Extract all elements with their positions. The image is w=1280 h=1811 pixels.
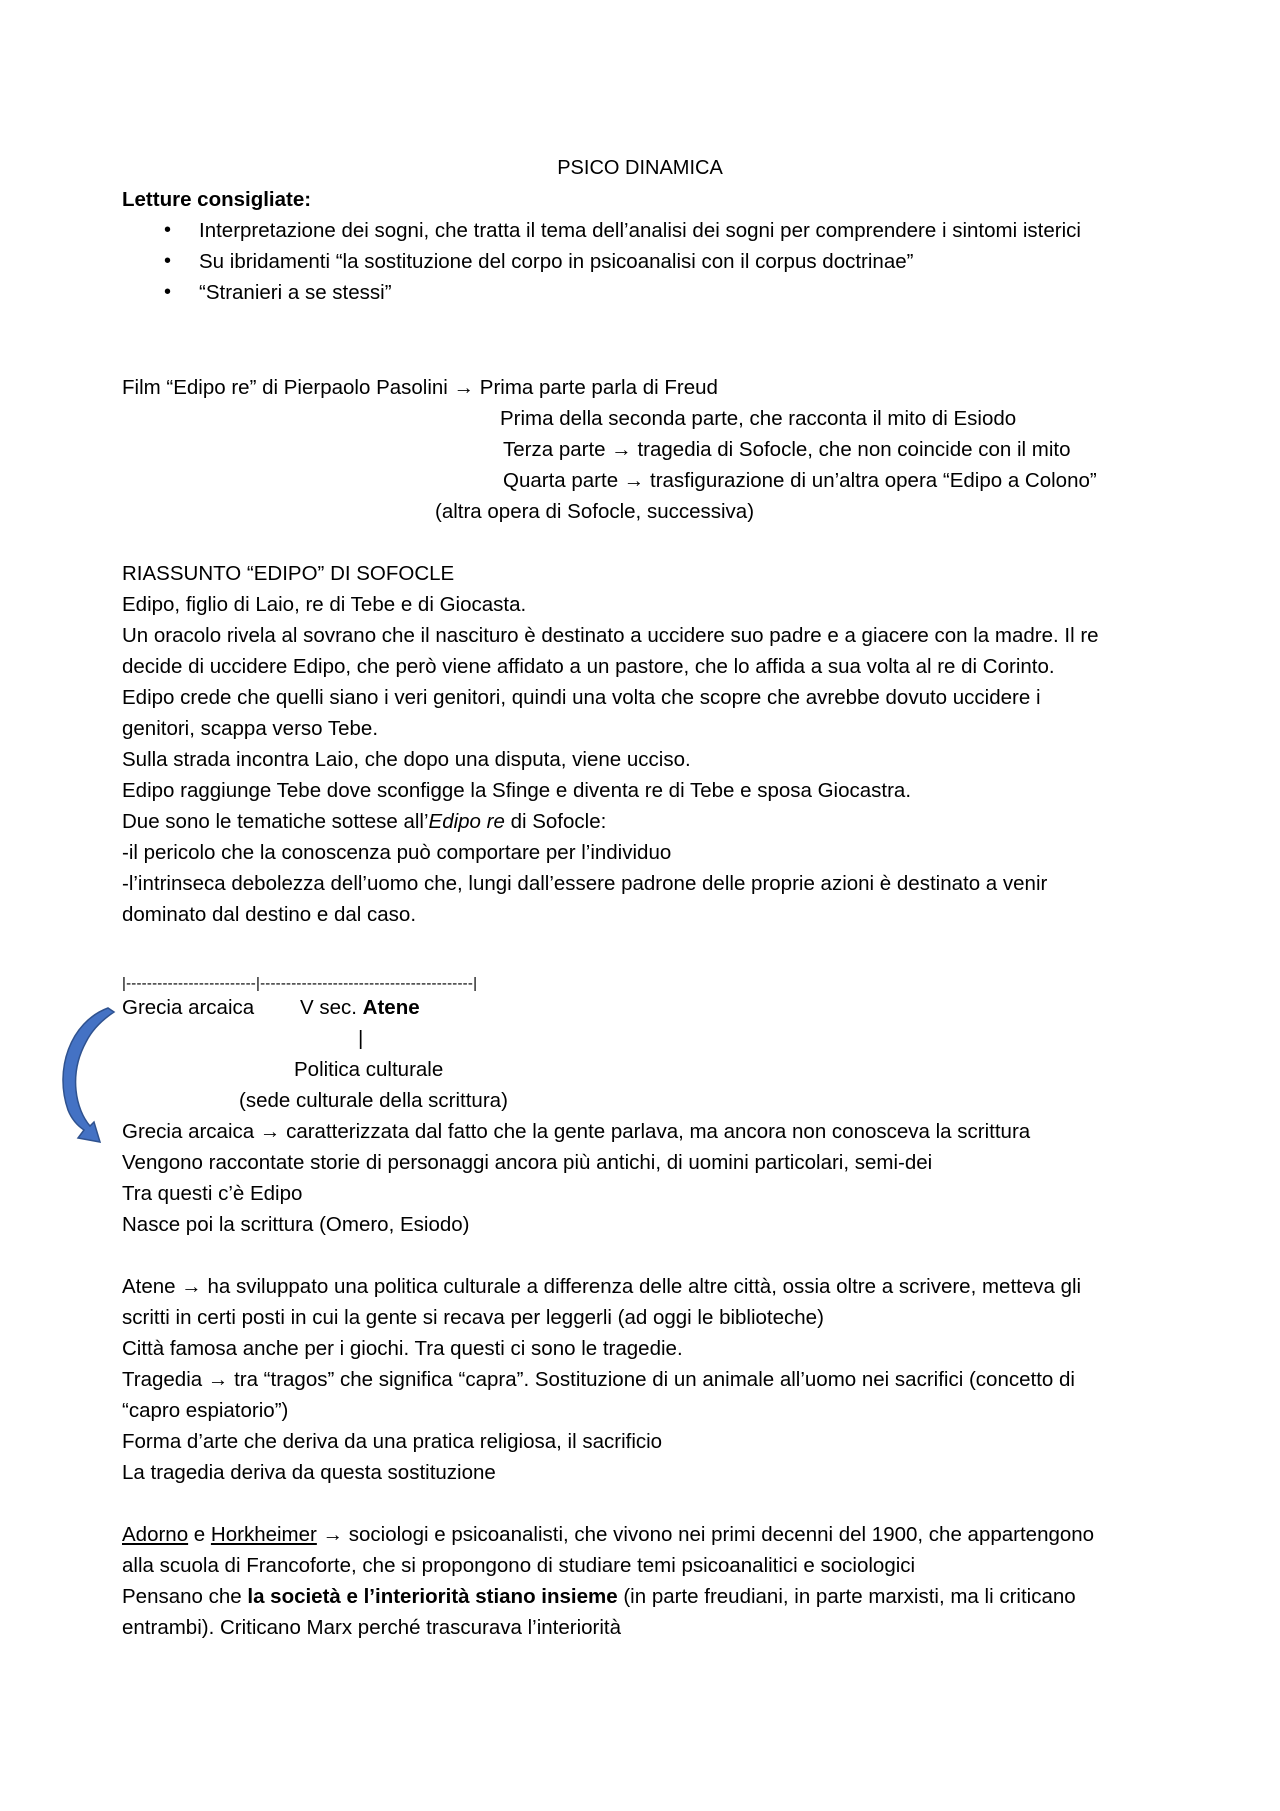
summary-line: Sulla strada incontra Laio, che dopo una disputa, viene ucciso. (122, 748, 691, 771)
arrow-icon: → (322, 1523, 344, 1546)
arrow-icon: → (623, 469, 645, 492)
reading-item: Su ibridamenti “la sostituzione del corpo in psicoanalisi con il corpus doctrinae” (199, 250, 914, 273)
atene-line: La tragedia deriva da questa sostituzione (122, 1461, 496, 1484)
summary-line: Edipo raggiunge Tebe dove sconfigge la Sfinge e diventa re di Tebe e sposa Giocastra. (122, 779, 912, 802)
adorno-key-thesis: la società e l’interiorità stiano insieme (247, 1585, 618, 1608)
film-part-4-label: Quarta parte (503, 469, 619, 492)
film-line-1 (122, 372, 718, 403)
adorno-text: Pensano che (122, 1585, 248, 1608)
page-title: PSICO DINAMICA (557, 157, 723, 179)
film-part-3-text: tragedia di Sofocle, che non coincide con il mito (637, 438, 1071, 461)
adorno-line: entrambi). Criticano Marx perché trascurava l’interiorità (122, 1616, 622, 1639)
film-intro: Film “Edipo re” di Pierpaolo Pasolini (122, 376, 448, 399)
readings-heading: Letture consigliate: (122, 188, 312, 211)
adorno-line: alla scuola di Francoforte, che si propongono di studiare temi psicoanalitici e sociologici (122, 1554, 916, 1577)
atene-line: Città famosa anche per i giochi. Tra questi ci sono le tragedie. (122, 1337, 683, 1360)
bullet-glyph: • (164, 281, 172, 303)
bullet-glyph: • (164, 250, 172, 272)
atene-text: ha sviluppato una politica culturale a differenza delle altre città, ossia oltre a scrivere, metteva gli (207, 1275, 1082, 1298)
timeline-grecia: Grecia arcaica (122, 996, 255, 1019)
film-part-1: Prima parte parla di Freud (479, 376, 718, 399)
adorno-text: (in parte freudiani, in parte marxisti, ma li criticano (617, 1585, 1076, 1608)
grecia-line-1 (122, 1116, 1030, 1147)
author-adorno: Adorno (122, 1523, 189, 1546)
film-note: (altra opera di Sofocle, successiva) (435, 500, 755, 523)
film-part-3-label: Terza parte (503, 438, 606, 461)
summary-line: -il pericolo che la conoscenza può comportare per l’individuo (122, 841, 672, 864)
atene-line-1 (122, 1271, 1081, 1302)
summary-line: -l’intrinseca debolezza dell’uomo che, lungi dall’essere padrone delle proprie azioni è destinato a venir (122, 872, 1048, 895)
timeline-vsec-line (300, 992, 420, 1023)
curved-arrow-icon (50, 1000, 120, 1150)
summary-line: genitori, scappa verso Tebe. (122, 717, 379, 740)
arrow-icon: → (207, 1368, 229, 1391)
grecia-line: Nasce poi la scrittura (Omero, Esiodo) (122, 1213, 470, 1236)
summary-heading: RIASSUNTO “EDIPO” DI SOFOCLE (122, 562, 455, 585)
atene-label: Atene (122, 1275, 176, 1298)
summary-line: Edipo, figlio di Laio, re di Tebe e di Giocasta. (122, 593, 527, 616)
adorno-line-3 (122, 1581, 1076, 1612)
conjunction: e (188, 1523, 211, 1546)
summary-line: dominato dal destino e dal caso. (122, 903, 417, 926)
reading-item: Interpretazione dei sogni, che tratta il tema dell’analisi dei sogni per comprendere i sintomi isterici (199, 219, 1081, 242)
summary-text: Due sono le tematiche sottese all’ (122, 810, 429, 833)
film-line-3 (503, 434, 1071, 465)
atene-line-tragedia (122, 1364, 1075, 1395)
film-part-4-text: trasfigurazione di un’altra opera “Edipo a Colono” (650, 469, 1097, 492)
summary-line: decide di uccidere Edipo, che però viene affidato a un pastore, che lo affida a sua volta al re di Corinto. (122, 655, 1055, 678)
summary-text: di Sofocle: (504, 810, 607, 833)
atene-line: “capro espiatorio”) (122, 1399, 289, 1422)
arrow-icon: → (181, 1275, 202, 1298)
atene-line: Forma d’arte che deriva da una pratica religiosa, il sacrificio (122, 1430, 663, 1453)
adorno-line-1 (122, 1519, 1094, 1550)
timeline-atene: Atene (362, 996, 420, 1019)
timeline-bar: |-------------------------|-----------------------------------------| (122, 975, 478, 992)
summary-line-themes (122, 806, 606, 837)
arrow-icon: → (453, 376, 475, 399)
author-horkheimer: Horkheimer (210, 1523, 317, 1546)
arrow-icon: → (611, 438, 632, 461)
timeline-politica: Politica culturale (294, 1058, 444, 1081)
bullet-glyph: • (164, 219, 172, 241)
arrow-icon: → (259, 1120, 281, 1143)
grecia-line: Tra questi c’è Edipo (122, 1182, 303, 1205)
atene-text: tra “tragos” che significa “capra”. Sostituzione di un animale all’uomo nei sacrifici (concetto di (234, 1368, 1075, 1391)
summary-line: Edipo crede che quelli siano i veri genitori, quindi una volta che scopre che avrebbe dovuto uccidere i (122, 686, 1041, 709)
timeline-vsec: V sec. (300, 996, 357, 1019)
atene-line: scritti in certi posti in cui la gente si recava per leggerli (ad oggi le biblioteche) (122, 1306, 824, 1329)
timeline-pipe: | (358, 1027, 364, 1050)
timeline-sede: (sede culturale della scrittura) (239, 1089, 508, 1112)
reading-item: “Stranieri a se stessi” (199, 281, 392, 304)
film-part-2: Prima della seconda parte, che racconta il mito di Esiodo (500, 407, 1017, 430)
grecia-text: caratterizzata dal fatto che la gente parlava, ma ancora non conosceva la scrittura (286, 1120, 1031, 1143)
film-line-4 (503, 465, 1097, 496)
adorno-text: sociologi e psicoanalisti, che vivono nei primi decenni del 1900, che appartengono (348, 1523, 1095, 1546)
tragedia-label: Tragedia (122, 1368, 203, 1391)
grecia-label: Grecia arcaica (122, 1120, 255, 1143)
grecia-line: Vengono raccontate storie di personaggi ancora più antichi, di uomini particolari, semi-dei (122, 1151, 933, 1174)
summary-line: Un oracolo rivela al sovrano che il nascituro è destinato a uccidere suo padre e a giacere con la madre. Il re (122, 624, 1099, 647)
work-title: Edipo re (428, 810, 505, 833)
